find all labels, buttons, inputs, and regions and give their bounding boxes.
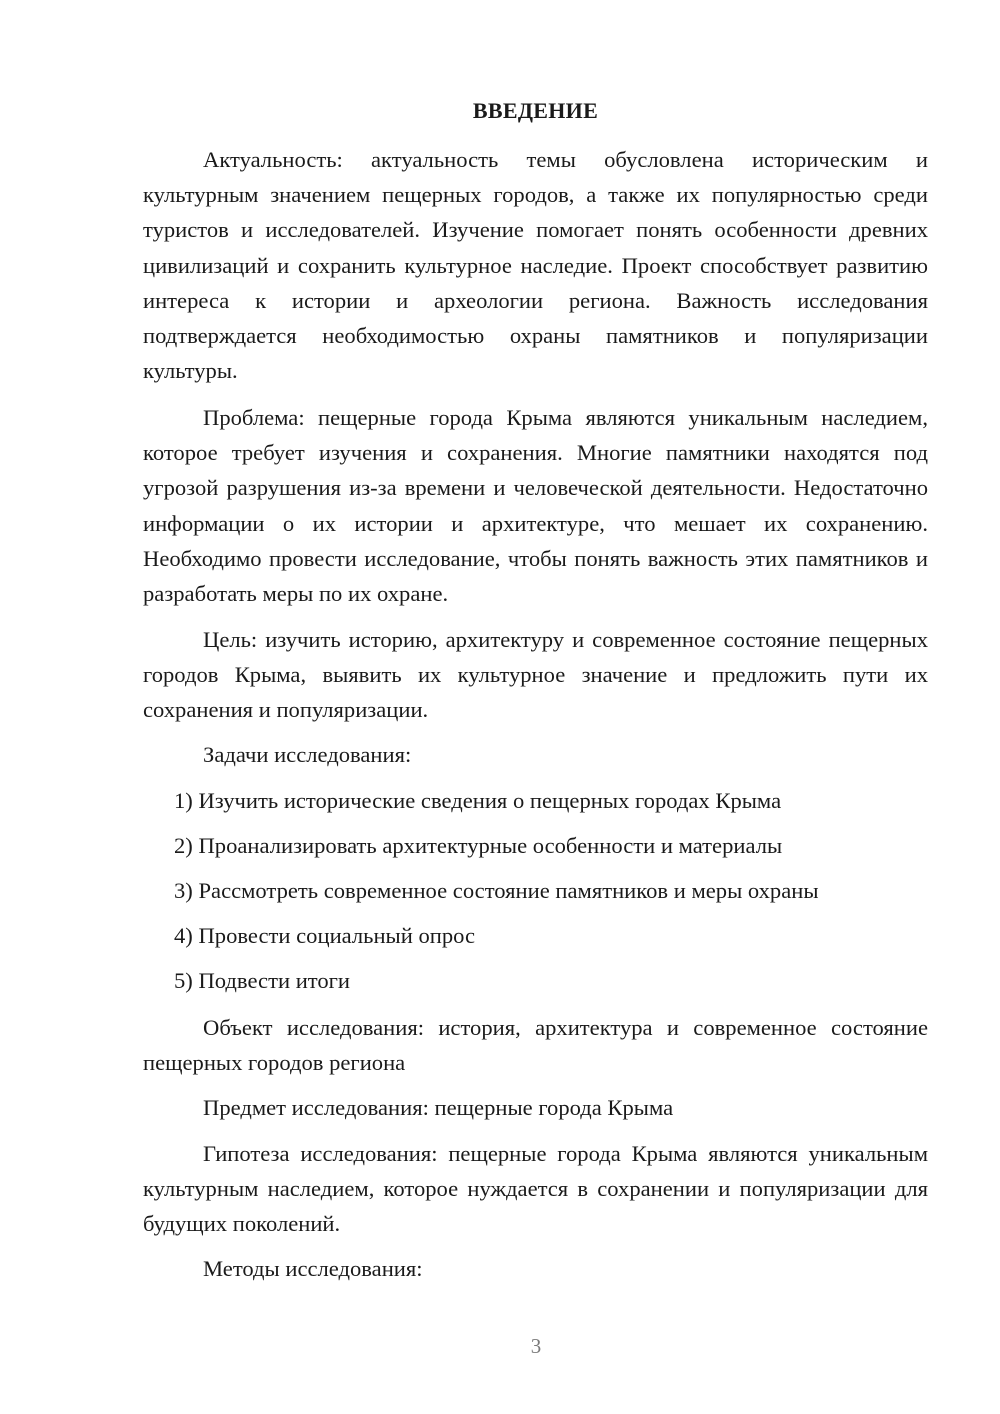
list-item: 3) Рассмотреть современное состояние памятников и меры охраны — [174, 878, 819, 903]
goal-paragraph: Цель: изучить историю, архитектуру и современное состояние пещерных городов Крыма, выявить их культурное значение и предложить пути их сохранения и популяризации. — [143, 627, 928, 723]
list-item: 1) Изучить исторические сведения о пещерных городах Крыма — [174, 788, 782, 813]
tasks-heading: Задачи исследования: — [203, 742, 412, 767]
methods-heading: Методы исследования: — [203, 1256, 423, 1281]
subject-paragraph: Предмет исследования: пещерные города Крыма — [203, 1095, 674, 1120]
object-paragraph: Объект исследования: история, архитектура и современное состояние пещерных городов региона — [143, 1015, 928, 1076]
hypothesis-paragraph: Гипотеза исследования: пещерные города Крыма являются уникальным культурным наследием, которое нуждается в сохранении и популяризации для будущих поколений. — [143, 1141, 928, 1237]
list-item: 5) Подвести итоги — [174, 968, 351, 993]
page-number: 3 — [530, 1334, 542, 1358]
list-item: 2) Проанализировать архитектурные особенности и материалы — [174, 833, 783, 858]
problem-paragraph: Проблема: пещерные города Крыма являются уникальным наследием, которое требует изучения и сохранения. Многие памятники находятся под угрозой разрушения из-за времени и человеческой деятельности. Недостаточно информации о их истории и архитектуре, что мешает их сохранению. Необходимо провести исследование, чтобы понять важность этих памятников и разработать меры по их охране. — [143, 405, 928, 607]
section-title: ВВЕДЕНИЕ — [472, 98, 599, 123]
list-item: 4) Провести социальный опрос — [174, 923, 476, 948]
relevance-paragraph: Актуальность: актуальность темы обусловлена историческим и культурным значением пещерных городов, а также их популярностью среди туристов и исследователей. Изучение помогает понять особенности древних цивилизаций и сохранить культурное наследие. Проект способствует развитию интереса к истории и археологии региона. Важность исследования подтверждается необходимостью охраны памятников и популяризации культуры. — [143, 147, 928, 384]
